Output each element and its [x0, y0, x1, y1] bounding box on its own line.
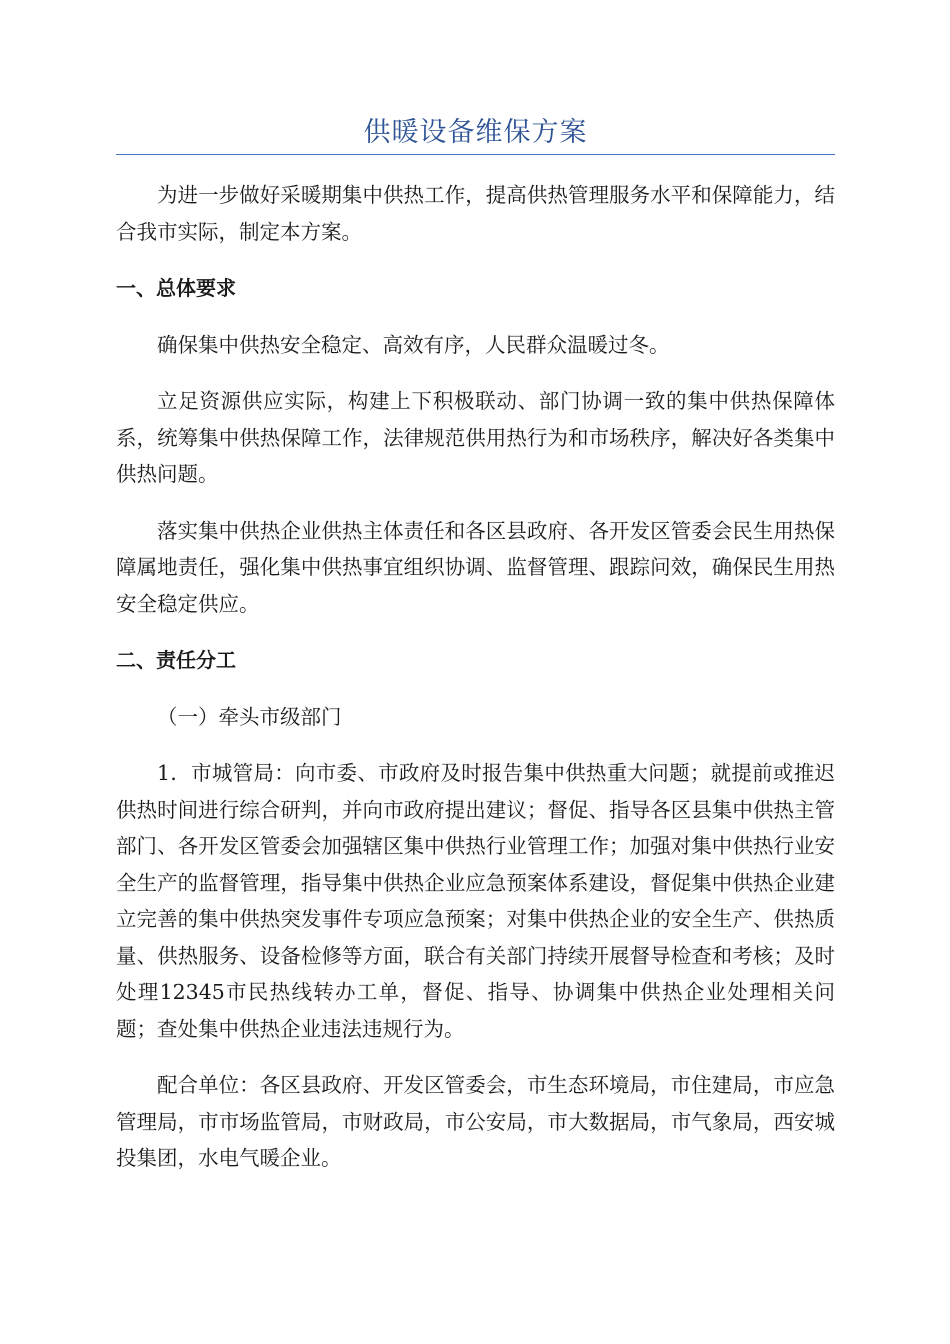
intro-paragraph: 为进一步做好采暖期集中供热工作，提高供热管理服务水平和保障能力，结合我市实际，制定本方案。 [116, 183, 835, 244]
document-title: 供暖设备维保方案 [363, 117, 588, 148]
section-2-paragraph-1: 1．市城管局：向市委、市政府及时报告集中供热重大问题；就提前或推迟供热时间进行综合研判，并向市政府提出建议；督促、指导各区县集中供热主管部门、各开发区管委会加强辖区集中供热行业管理工作；加强对集中供热行业安全生产的监督管理，指导集中供热企业应急预案体系建设，督促集中供热企业建立完善的集中供热突发事件专项应急预案；对集中供热企业的安全生产、供热质量、供热服务、设备检修等方面，联合有关部门持续开展督导检查和考核；及时处理12345市民热线转办工单，督促、指导、协调集中供热企业处理相关问题；查处集中供热企业违法违规行为。 [116, 761, 835, 1041]
section-1-paragraph-2: 立足资源供应实际，构建上下积极联动、部门协调一致的集中供热保障体系，统筹集中供热保障工作，法律规范供用热行为和市场秩序，解决好各类集中供热问题。 [116, 389, 835, 486]
section-1-paragraph-1: 确保集中供热安全稳定、高效有序，人民群众温暖过冬。 [157, 332, 670, 357]
section-2-subheading: （一）牵头市级部门 [157, 704, 342, 729]
section-2-paragraph-2: 配合单位：各区县政府、开发区管委会，市生态环境局，市住建局，市应急管理局，市市场监管局，市财政局，市公安局，市大数据局，市气象局，西安城投集团，水电气暖企业。 [116, 1073, 835, 1170]
document-page [116, 0, 835, 1177]
section-2-heading: 二、责任分工 [116, 648, 236, 672]
section-1-paragraph-3: 落实集中供热企业供热主体责任和各区县政府、各开发区管委会民生用热保障属地责任，强化集中供热事宜组织协调、监督管理、跟踪问效，确保民生用热安全稳定供应。 [116, 518, 835, 616]
section-1-heading: 一、总体要求 [116, 276, 236, 300]
title-underline [116, 154, 835, 155]
